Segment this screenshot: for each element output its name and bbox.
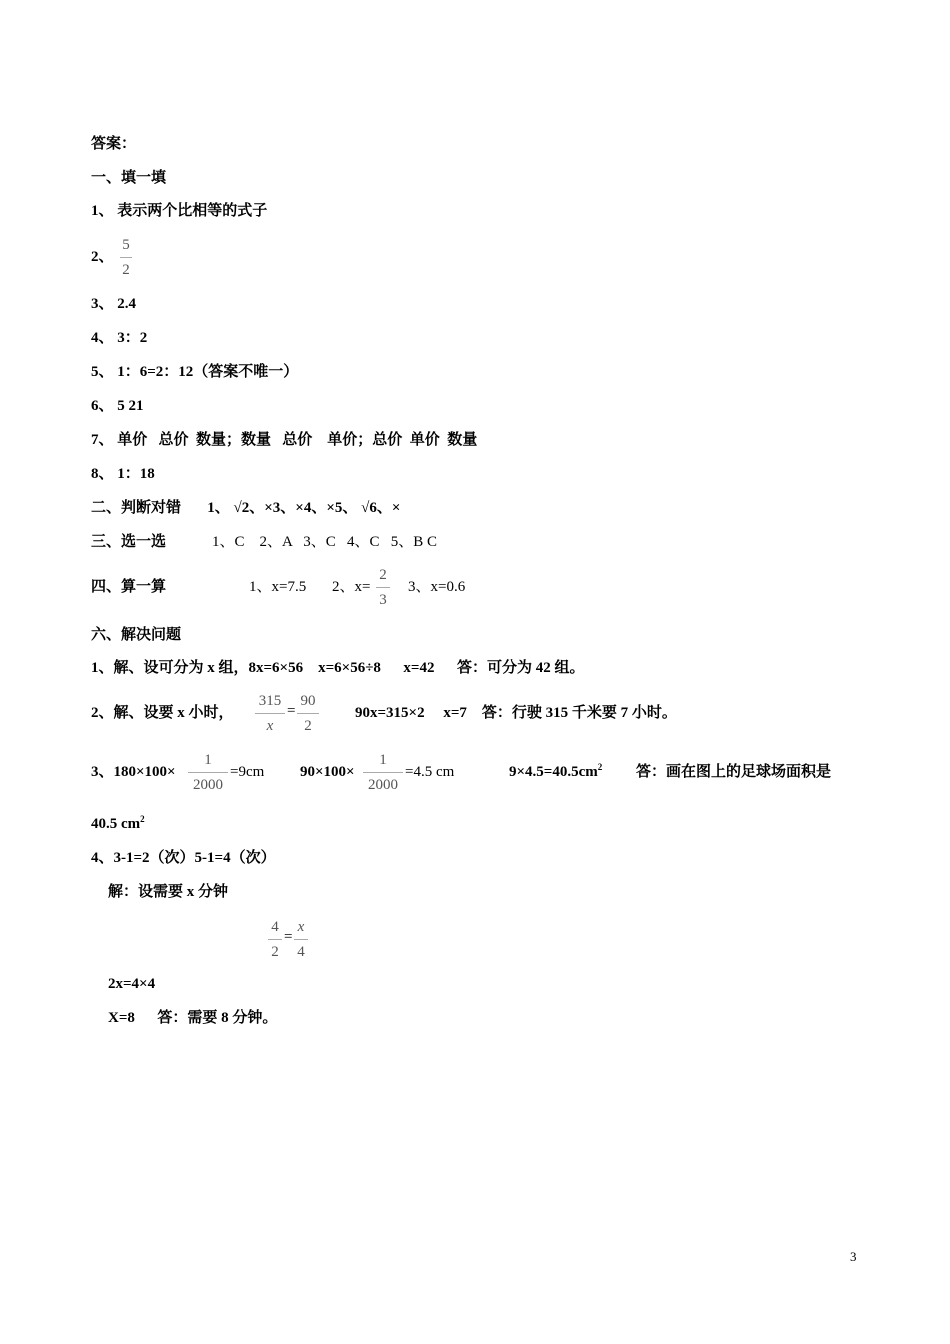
section-2-line: 二、判断对错 1、 √2、×3、×4、×5、 √6、× xyxy=(91,500,401,516)
s6-problem-1: 1、解、设可分为 x 组，8x=6×56 x=6×56÷8 x=42 答：可分为 42 组。 xyxy=(91,660,585,676)
fraction-denominator: x xyxy=(266,718,274,734)
s6-problem-3-fraction-2 xyxy=(363,751,403,794)
s6-problem-3-fraction-1 xyxy=(188,751,228,794)
answers-title: 答案： xyxy=(91,136,137,152)
s6-problem-3-answer: 答：画在图上的足球场面积是 xyxy=(636,764,832,780)
section-6-heading: 六、解决问题 xyxy=(91,627,182,643)
s6-problem-3-part-a: 3、180×100× xyxy=(91,764,176,780)
s6-problem-3-answer-value xyxy=(91,815,145,833)
s1-item-7: 7、 单价 总价 数量；数量 总价 单价；总价 单价 数量 xyxy=(91,432,478,448)
s4-answer-2-fraction xyxy=(376,566,390,609)
fraction-denominator: 2 xyxy=(271,944,279,960)
s1-item-8: 8、 1：18 xyxy=(91,466,155,482)
s6-problem-2-prefix: 2、解、设要 x 小时， xyxy=(91,705,234,721)
fraction-numerator: 1 xyxy=(204,752,212,768)
section-4-heading: 四、算一算 xyxy=(91,579,167,595)
fraction-bar xyxy=(363,772,403,773)
fraction-bar xyxy=(188,772,228,773)
s4-answer-3: 3、x=0.6 xyxy=(408,579,466,595)
fraction-bar xyxy=(376,587,390,588)
s4-answer-2-prefix: 2、x= xyxy=(332,579,371,595)
s1-item-2-label: 2、 xyxy=(91,249,114,265)
superscript: 2 xyxy=(597,762,603,772)
fraction-numerator: 90 xyxy=(300,693,316,709)
fraction-numerator: 4 xyxy=(271,919,279,935)
area-value: 9×4.5=40.5cm xyxy=(509,764,598,780)
fraction-denominator: 2 xyxy=(304,718,312,734)
superscript: 2 xyxy=(140,814,145,824)
fraction-bar xyxy=(297,713,319,714)
fraction-denominator: 2 xyxy=(122,262,130,278)
s1-item-2-fraction xyxy=(120,236,132,279)
s1-item-3: 3、 2.4 xyxy=(91,296,137,312)
fraction-bar xyxy=(268,939,282,940)
s6-problem-4-line-2: 解：设需要 x 分钟 xyxy=(108,884,229,900)
s6-problem-4-equals: = xyxy=(284,929,293,945)
area-value: 40.5 cm xyxy=(91,816,141,832)
fraction-numerator: x xyxy=(297,919,305,935)
section-3-heading: 三、选一选 xyxy=(91,534,167,550)
fraction-numerator: 5 xyxy=(122,237,130,253)
s6-problem-4-line-1: 4、3-1=2（次）5-1=4（次） xyxy=(91,850,276,866)
fraction-bar xyxy=(294,939,308,940)
s6-problem-2-equals: = xyxy=(287,703,296,719)
s6-problem-3-part-d: =4.5 cm xyxy=(405,764,455,780)
page-number: 3 xyxy=(850,1249,857,1264)
s6-problem-4-line-5: X=8 答：需要 8 分钟。 xyxy=(108,1010,278,1026)
s1-item-6: 6、 5 21 xyxy=(91,398,144,414)
s1-item-4: 4、 3：2 xyxy=(91,330,148,346)
s6-problem-4-fraction-1 xyxy=(268,918,282,961)
s6-problem-2-fraction-2 xyxy=(297,692,319,735)
s6-problem-3-part-e xyxy=(509,763,602,781)
s6-problem-2-rest: 90x=315×2 x=7 答：行驶 315 千米要 7 小时。 xyxy=(355,705,677,721)
section-1-heading: 一、填一填 xyxy=(91,170,167,186)
fraction-numerator: 315 xyxy=(258,693,282,709)
fraction-bar xyxy=(255,713,285,714)
fraction-bar xyxy=(120,257,132,258)
fraction-denominator: 4 xyxy=(297,944,305,960)
section-3-answers: 1、C 2、A 3、C 4、C 5、B C xyxy=(212,534,438,550)
s1-item-5: 5、 1：6=2：12（答案不唯一） xyxy=(91,364,299,380)
fraction-denominator: 2000 xyxy=(368,777,398,793)
s1-item-1: 1、 表示两个比相等的式子 xyxy=(91,203,268,219)
s6-problem-3-part-c: 90×100× xyxy=(300,764,355,780)
s6-problem-4-line-4: 2x=4×4 xyxy=(108,976,156,992)
s4-answer-1: 1、x=7.5 xyxy=(249,579,307,595)
s6-problem-3-part-b: =9cm xyxy=(230,764,265,780)
fraction-numerator: 1 xyxy=(379,752,387,768)
fraction-denominator: 3 xyxy=(379,592,387,608)
fraction-denominator: 2000 xyxy=(193,777,223,793)
s6-problem-4-fraction-2 xyxy=(294,918,308,961)
s6-problem-2-fraction-1 xyxy=(255,692,285,735)
fraction-numerator: 2 xyxy=(379,567,387,583)
